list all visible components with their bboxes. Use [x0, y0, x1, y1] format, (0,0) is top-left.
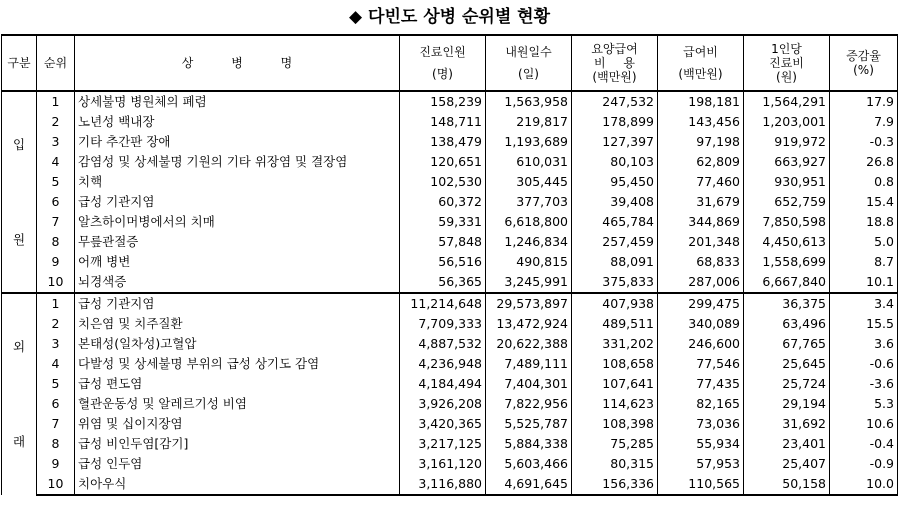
per-capita-cell: 663,927	[744, 152, 830, 172]
table-row	[2, 474, 898, 495]
disease-name-cell: 위염 및 십이지장염	[75, 414, 400, 434]
days-cell: 5,603,466	[486, 454, 572, 474]
benefit-cell: 246,600	[658, 334, 744, 354]
patients-cell: 3,420,365	[400, 414, 486, 434]
group-label	[2, 91, 37, 293]
benefit-cell: 287,006	[658, 272, 744, 293]
growth-cell: 5.3	[830, 394, 898, 414]
benefit-cell: 344,869	[658, 212, 744, 232]
header-cost: 요양급여 비 용 (백만원)	[572, 35, 658, 91]
patients-cell: 4,184,494	[400, 374, 486, 394]
cost-cell: 331,202	[572, 334, 658, 354]
rank-cell: 4	[37, 152, 75, 172]
table-row	[2, 374, 898, 394]
per-capita-cell: 6,667,840	[744, 272, 830, 293]
per-capita-cell: 1,203,001	[744, 112, 830, 132]
patients-cell: 4,236,948	[400, 354, 486, 374]
patients-cell: 102,530	[400, 172, 486, 192]
benefit-cell: 68,833	[658, 252, 744, 272]
growth-cell: 3.6	[830, 334, 898, 354]
rank-cell: 9	[37, 252, 75, 272]
table-row	[2, 293, 898, 314]
header-row	[2, 35, 898, 91]
rank-cell: 8	[37, 232, 75, 252]
per-capita-cell: 25,724	[744, 374, 830, 394]
benefit-cell: 77,546	[658, 354, 744, 374]
rank-cell: 1	[37, 91, 75, 112]
days-cell: 305,445	[486, 172, 572, 192]
header-gubun: 구분	[2, 35, 37, 91]
growth-cell: 10.6	[830, 414, 898, 434]
growth-cell: -0.3	[830, 132, 898, 152]
header-benefit: 급여비 (백만원)	[658, 35, 744, 91]
days-cell: 1,246,834	[486, 232, 572, 252]
days-cell: 1,563,958	[486, 91, 572, 112]
disease-name-cell: 급성 기관지염	[75, 293, 400, 314]
benefit-cell: 31,679	[658, 192, 744, 212]
header-days: 내원일수 (일)	[486, 35, 572, 91]
header-name: 상 병 명	[75, 35, 400, 91]
title-text: 다빈도 상병 순위별 현황	[368, 7, 551, 27]
patients-cell: 4,887,532	[400, 334, 486, 354]
days-cell: 29,573,897	[486, 293, 572, 314]
growth-cell: 10.0	[830, 474, 898, 495]
rank-cell: 3	[37, 334, 75, 354]
table-row	[2, 314, 898, 334]
per-capita-cell: 919,972	[744, 132, 830, 152]
disease-name-cell: 기타 추간판 장애	[75, 132, 400, 152]
benefit-cell: 299,475	[658, 293, 744, 314]
days-cell: 13,472,924	[486, 314, 572, 334]
patients-cell: 148,711	[400, 112, 486, 132]
per-capita-cell: 1,564,291	[744, 91, 830, 112]
growth-cell: 18.8	[830, 212, 898, 232]
growth-cell: 26.8	[830, 152, 898, 172]
disease-name-cell: 치은염 및 치주질환	[75, 314, 400, 334]
cost-cell: 257,459	[572, 232, 658, 252]
benefit-cell: 77,435	[658, 374, 744, 394]
days-cell: 5,525,787	[486, 414, 572, 434]
per-capita-cell: 1,558,699	[744, 252, 830, 272]
cost-cell: 114,623	[572, 394, 658, 414]
table-row	[2, 91, 898, 112]
cost-cell: 88,091	[572, 252, 658, 272]
table-row	[2, 212, 898, 232]
per-capita-cell: 7,850,598	[744, 212, 830, 232]
per-capita-cell: 67,765	[744, 334, 830, 354]
table-row	[2, 394, 898, 414]
benefit-cell: 82,165	[658, 394, 744, 414]
days-cell: 610,031	[486, 152, 572, 172]
benefit-cell: 73,036	[658, 414, 744, 434]
cost-cell: 156,336	[572, 474, 658, 495]
patients-cell: 3,161,120	[400, 454, 486, 474]
per-capita-cell: 25,407	[744, 454, 830, 474]
growth-cell: 5.0	[830, 232, 898, 252]
growth-cell: 10.1	[830, 272, 898, 293]
diamond-bullet-icon: ◆	[348, 7, 363, 27]
benefit-cell: 201,348	[658, 232, 744, 252]
growth-cell: 3.4	[830, 293, 898, 314]
days-cell: 4,691,645	[486, 474, 572, 495]
table-row	[2, 434, 898, 454]
cost-cell: 108,658	[572, 354, 658, 374]
rank-cell: 4	[37, 354, 75, 374]
growth-cell: 7.9	[830, 112, 898, 132]
table-row	[2, 132, 898, 152]
benefit-cell: 198,181	[658, 91, 744, 112]
disease-name-cell: 치핵	[75, 172, 400, 192]
group-label-char: 입	[12, 136, 26, 152]
cost-cell: 178,899	[572, 112, 658, 132]
per-capita-cell: 29,194	[744, 394, 830, 414]
table-row	[2, 172, 898, 192]
disease-name-cell: 어깨 병변	[75, 252, 400, 272]
disease-name-cell: 무릎관절증	[75, 232, 400, 252]
group-label-char: 래	[12, 434, 26, 449]
patients-cell: 60,372	[400, 192, 486, 212]
benefit-cell: 340,089	[658, 314, 744, 334]
benefit-cell: 77,460	[658, 172, 744, 192]
cost-cell: 489,511	[572, 314, 658, 334]
days-cell: 490,815	[486, 252, 572, 272]
cost-cell: 108,398	[572, 414, 658, 434]
rank-cell: 10	[37, 474, 75, 495]
disease-name-cell: 급성 편도염	[75, 374, 400, 394]
per-capita-cell: 50,158	[744, 474, 830, 495]
disease-name-cell: 노년성 백내장	[75, 112, 400, 132]
rank-cell: 3	[37, 132, 75, 152]
disease-name-cell: 급성 비인두염[감기]	[75, 434, 400, 454]
header-growth: 증감율 (%)	[830, 35, 898, 91]
benefit-cell: 55,934	[658, 434, 744, 454]
patients-cell: 56,365	[400, 272, 486, 293]
patients-cell: 3,926,208	[400, 394, 486, 414]
disease-name-cell: 급성 기관지염	[75, 192, 400, 212]
per-capita-cell: 25,645	[744, 354, 830, 374]
rank-cell: 5	[37, 374, 75, 394]
rank-cell: 1	[37, 293, 75, 314]
days-cell: 1,193,689	[486, 132, 572, 152]
disease-name-cell: 감염성 및 상세불명 기원의 기타 위장염 및 결장염	[75, 152, 400, 172]
per-capita-cell: 31,692	[744, 414, 830, 434]
disease-name-cell: 다발성 및 상세불명 부위의 급성 상기도 감염	[75, 354, 400, 374]
growth-cell: 15.4	[830, 192, 898, 212]
rank-cell: 6	[37, 192, 75, 212]
benefit-cell: 97,198	[658, 132, 744, 152]
header-per-capita: 1인당 진료비 (원)	[744, 35, 830, 91]
per-capita-cell: 36,375	[744, 293, 830, 314]
header-rank: 순위	[37, 35, 75, 91]
rank-cell: 5	[37, 172, 75, 192]
disease-name-cell: 상세불명 병원체의 폐렴	[75, 91, 400, 112]
disease-name-cell: 혈관운동성 및 알레르기성 비염	[75, 394, 400, 414]
rank-cell: 6	[37, 394, 75, 414]
per-capita-cell: 63,496	[744, 314, 830, 334]
cost-cell: 80,103	[572, 152, 658, 172]
days-cell: 20,622,388	[486, 334, 572, 354]
rank-cell: 2	[37, 314, 75, 334]
cost-cell: 39,408	[572, 192, 658, 212]
per-capita-cell: 4,450,613	[744, 232, 830, 252]
rank-cell: 7	[37, 212, 75, 232]
table-row	[2, 414, 898, 434]
patients-cell: 138,479	[400, 132, 486, 152]
patients-cell: 59,331	[400, 212, 486, 232]
cost-cell: 95,450	[572, 172, 658, 192]
header-patients: 진료인원 (명)	[400, 35, 486, 91]
days-cell: 3,245,991	[486, 272, 572, 293]
table-row	[2, 354, 898, 374]
cost-cell: 247,532	[572, 91, 658, 112]
patients-cell: 3,116,880	[400, 474, 486, 495]
growth-cell: -0.9	[830, 454, 898, 474]
page-title	[0, 0, 899, 34]
table-row	[2, 192, 898, 212]
rank-cell: 10	[37, 272, 75, 293]
growth-cell: -3.6	[830, 374, 898, 394]
patients-cell: 56,516	[400, 252, 486, 272]
patients-cell: 158,239	[400, 91, 486, 112]
group-label-char: 외	[12, 339, 26, 354]
patients-cell: 57,848	[400, 232, 486, 252]
disease-name-cell: 알츠하이머병에서의 치매	[75, 212, 400, 232]
days-cell: 377,703	[486, 192, 572, 212]
rank-cell: 2	[37, 112, 75, 132]
cost-cell: 107,641	[572, 374, 658, 394]
growth-cell: 8.7	[830, 252, 898, 272]
table-row	[2, 334, 898, 354]
growth-cell: -0.6	[830, 354, 898, 374]
days-cell: 219,817	[486, 112, 572, 132]
disease-name-cell: 치아우식	[75, 474, 400, 495]
benefit-cell: 62,809	[658, 152, 744, 172]
days-cell: 5,884,338	[486, 434, 572, 454]
per-capita-cell: 930,951	[744, 172, 830, 192]
patients-cell: 11,214,648	[400, 293, 486, 314]
table-row	[2, 232, 898, 252]
cost-cell: 127,397	[572, 132, 658, 152]
rank-cell: 8	[37, 434, 75, 454]
disease-ranking-table	[1, 34, 898, 496]
growth-cell: 0.8	[830, 172, 898, 192]
days-cell: 6,618,800	[486, 212, 572, 232]
benefit-cell: 143,456	[658, 112, 744, 132]
disease-name-cell: 뇌경색증	[75, 272, 400, 293]
growth-cell: -0.4	[830, 434, 898, 454]
days-cell: 7,489,111	[486, 354, 572, 374]
cost-cell: 75,285	[572, 434, 658, 454]
per-capita-cell: 23,401	[744, 434, 830, 454]
cost-cell: 465,784	[572, 212, 658, 232]
group-label-char: 원	[12, 231, 26, 247]
patients-cell: 7,709,333	[400, 314, 486, 334]
group-label	[2, 293, 37, 495]
benefit-cell: 110,565	[658, 474, 744, 495]
table-body	[2, 91, 898, 495]
rank-cell: 7	[37, 414, 75, 434]
cost-cell: 80,315	[572, 454, 658, 474]
cost-cell: 407,938	[572, 293, 658, 314]
patients-cell: 120,651	[400, 152, 486, 172]
disease-name-cell: 급성 인두염	[75, 454, 400, 474]
days-cell: 7,404,301	[486, 374, 572, 394]
table-row	[2, 152, 898, 172]
per-capita-cell: 652,759	[744, 192, 830, 212]
patients-cell: 3,217,125	[400, 434, 486, 454]
rank-cell: 9	[37, 454, 75, 474]
growth-cell: 17.9	[830, 91, 898, 112]
cost-cell: 375,833	[572, 272, 658, 293]
days-cell: 7,822,956	[486, 394, 572, 414]
table-row	[2, 112, 898, 132]
benefit-cell: 57,953	[658, 454, 744, 474]
growth-cell: 15.5	[830, 314, 898, 334]
disease-name-cell: 본태성(일차성)고혈압	[75, 334, 400, 354]
table-row	[2, 252, 898, 272]
table-row	[2, 454, 898, 474]
table-row	[2, 272, 898, 293]
